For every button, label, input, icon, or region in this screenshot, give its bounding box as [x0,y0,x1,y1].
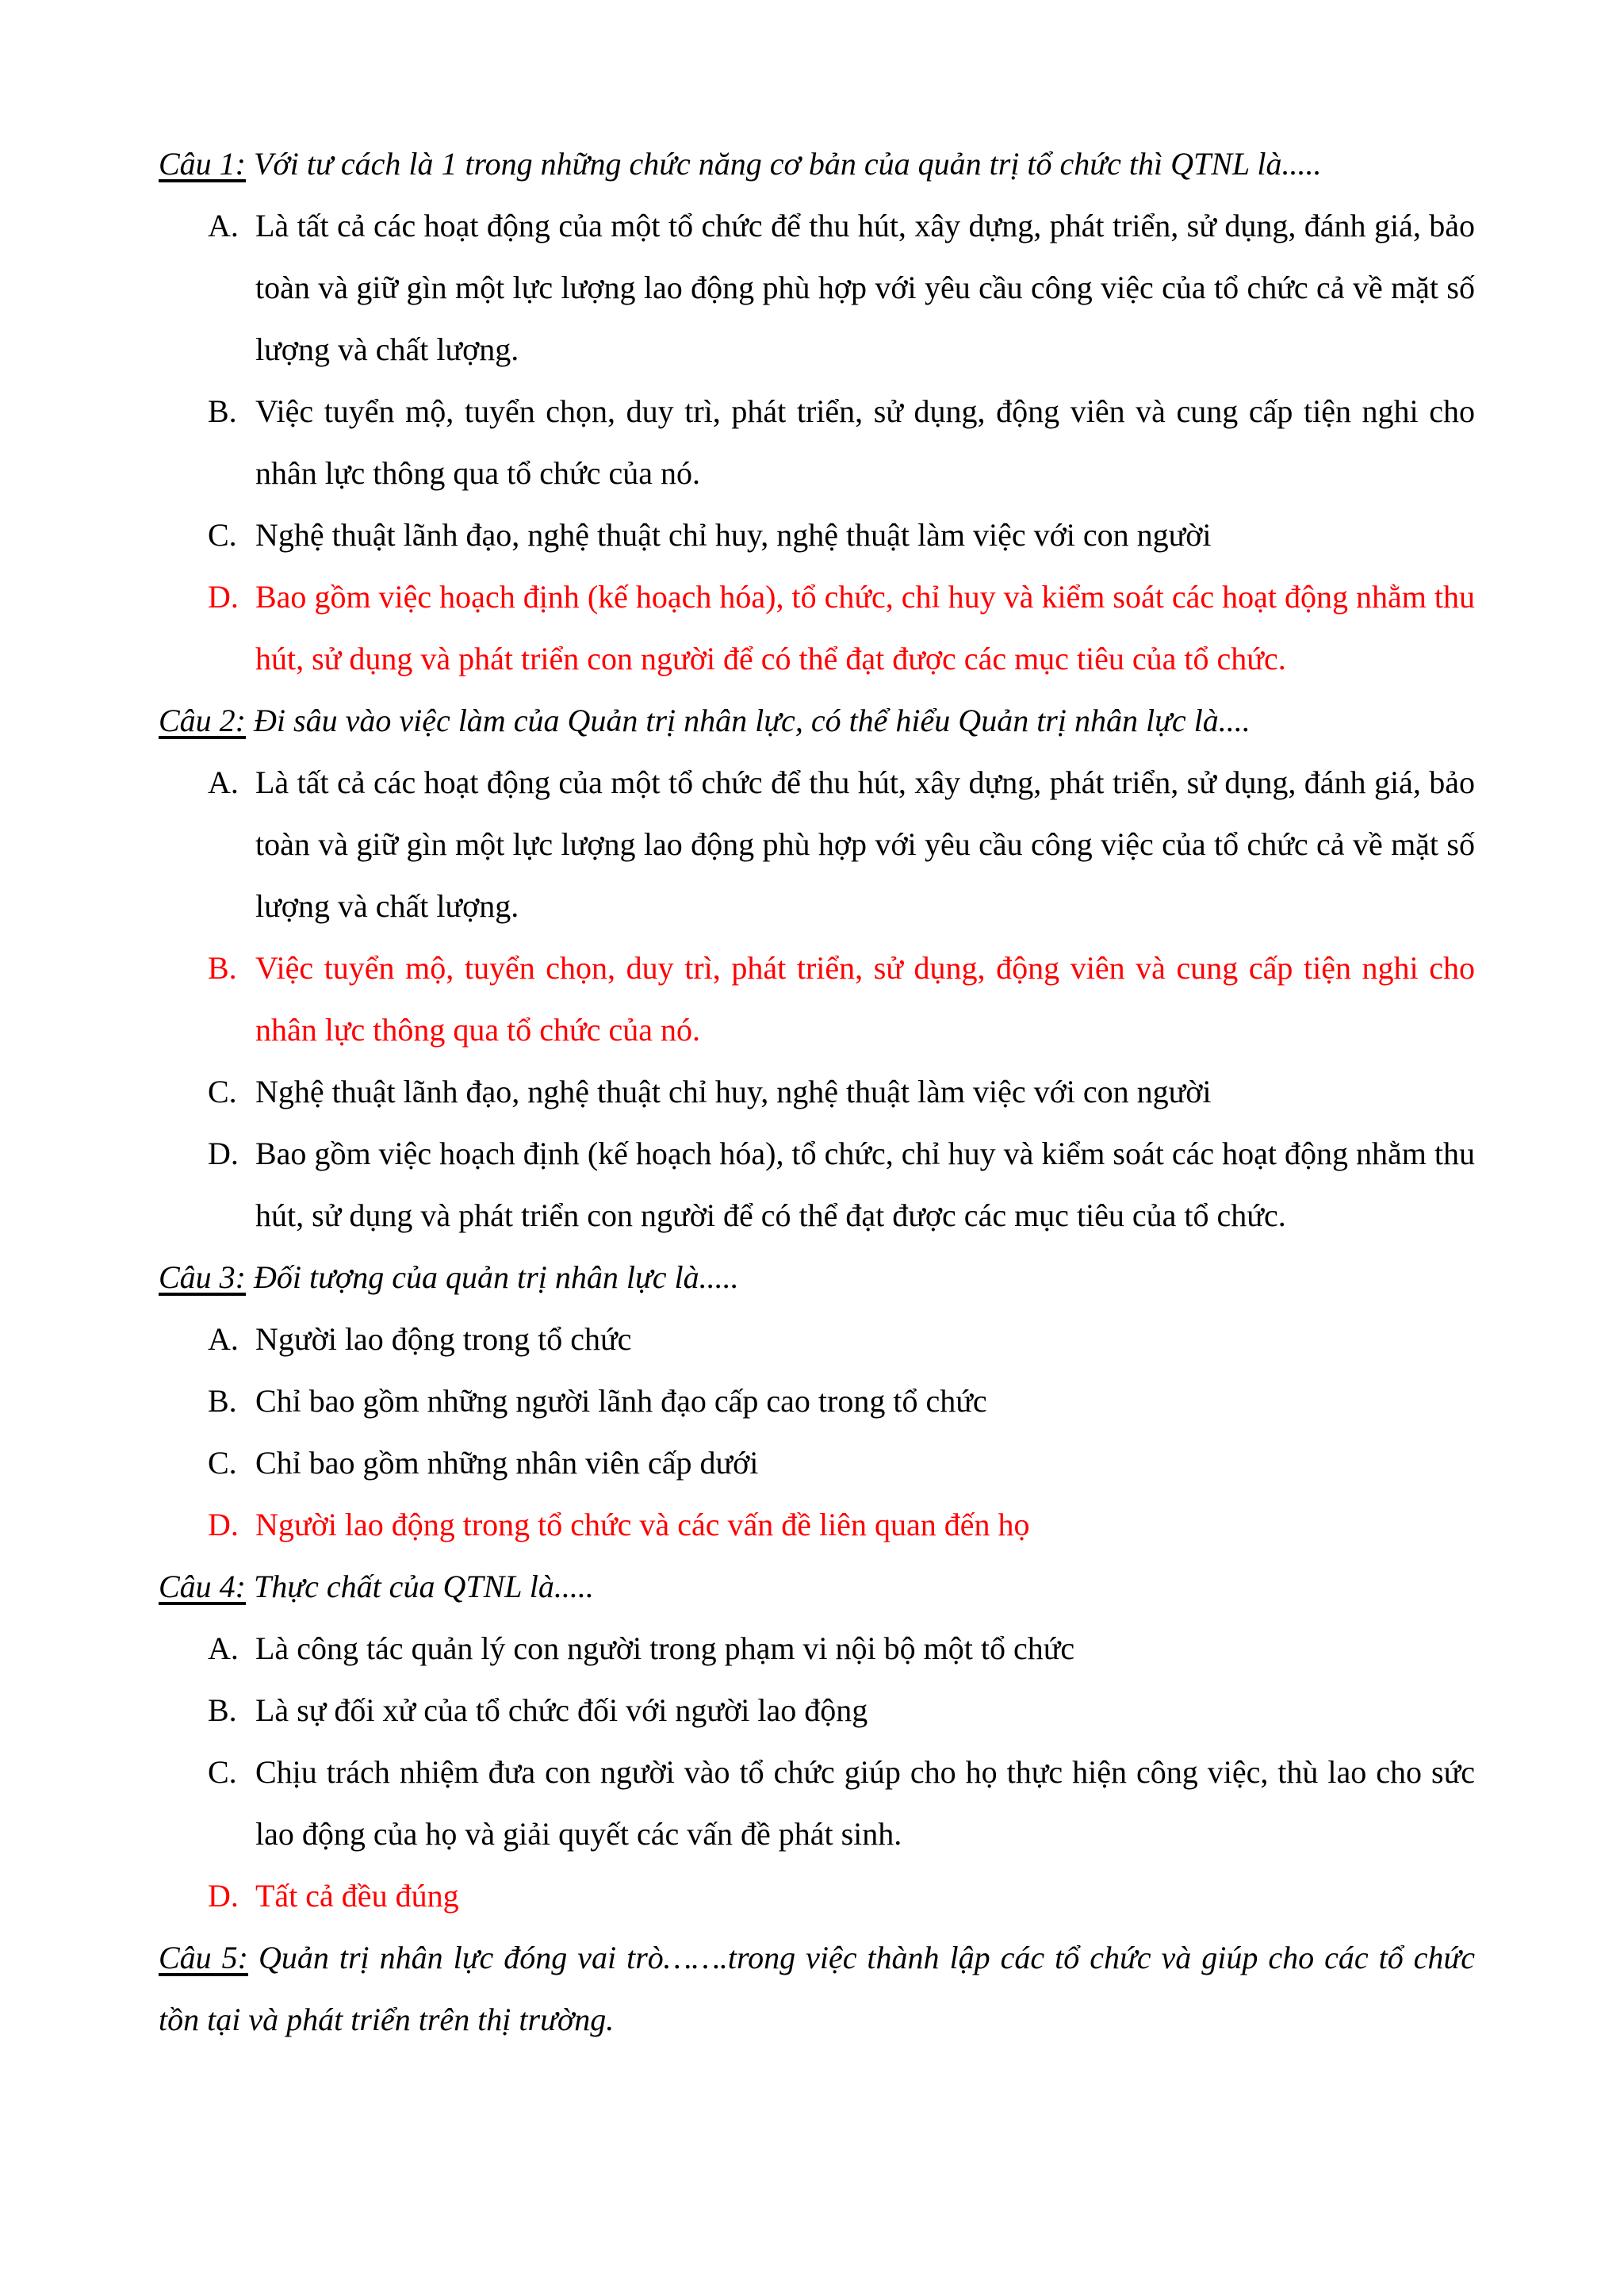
option-letter: A. [208,208,239,243]
option-letter: A. [208,764,239,800]
question-3-option-d-correct [159,1494,1475,1556]
option-letter: D. [208,1136,239,1171]
option-letter: D. [208,579,239,615]
question-1-label: Câu 1: [159,146,246,182]
option-text: Bao gồm việc hoạch định (kế hoạch hóa), tổ chức, chỉ huy và kiểm soát các hoạt động nhằm thu hút, sử dụng và phát triển con người để có thể đạt được các mục tiêu của tổ chức. [255,579,1475,676]
question-5-text: Quản trị nhân lực đóng vai trò…….trong việc thành lập các tổ chức và giúp cho các tổ chức tồn tại và phát triển trên thị trường. [159,1940,1475,2037]
option-letter: A. [208,1321,239,1357]
question-3-option-b [159,1370,1475,1432]
option-text: Bao gồm việc hoạch định (kế hoạch hóa), tổ chức, chỉ huy và kiểm soát các hoạt động nhằm thu hút, sử dụng và phát triển con người để có thể đạt được các mục tiêu của tổ chức. [255,1136,1475,1233]
question-4-options [159,1618,1475,1927]
question-3-option-c [159,1432,1475,1494]
question-2 [159,690,1475,752]
question-2-option-d [159,1123,1475,1247]
question-1-option-b [159,381,1475,504]
question-3 [159,1247,1475,1308]
option-text: Nghệ thuật lãnh đạo, nghệ thuật chỉ huy, nghệ thuật làm việc với con người [255,1074,1212,1109]
option-letter: C. [208,1754,237,1790]
question-1-text: Với tư cách là 1 trong những chức năng cơ bản của quản trị tổ chức thì QTNL là..... [246,146,1322,182]
option-text: Chỉ bao gồm những nhân viên cấp dưới [255,1445,759,1481]
question-3-options [159,1308,1475,1556]
question-1 [159,133,1475,195]
question-4-option-b [159,1680,1475,1741]
document-page [159,133,1475,2051]
question-5-label: Câu 5: [159,1940,248,1975]
option-text: Tất cả đều đúng [255,1878,459,1914]
option-text: Người lao động trong tổ chức [255,1321,632,1357]
option-text: Là sự đối xử của tổ chức đối với người lao động [255,1692,868,1728]
option-text: Là công tác quản lý con người trong phạm vi nội bộ một tổ chức [255,1630,1075,1666]
question-1-option-d-correct [159,566,1475,690]
question-1-option-c [159,504,1475,566]
option-letter: B. [208,1383,237,1419]
question-4 [159,1556,1475,1618]
question-4-label: Câu 4: [159,1569,246,1604]
question-2-option-c [159,1061,1475,1123]
question-2-options [159,752,1475,1247]
option-text: Chỉ bao gồm những người lãnh đạo cấp cao trong tổ chức [255,1383,987,1419]
question-3-option-a [159,1308,1475,1370]
option-text: Người lao động trong tổ chức và các vấn đề liên quan đến họ [255,1507,1030,1542]
question-4-option-d-correct [159,1865,1475,1927]
option-text: Là tất cả các hoạt động của một tổ chức để thu hút, xây dựng, phát triển, sử dụng, đánh giá, bảo toàn và giữ gìn một lực lượng lao động phù hợp với yêu cầu công việc của tổ chức cả về mặt số lượng và chất lượng. [255,764,1475,924]
option-letter: C. [208,1074,237,1109]
option-letter: B. [208,1692,237,1728]
option-text: Chịu trách nhiệm đưa con người vào tổ chức giúp cho họ thực hiện công việc, thù lao cho sức lao động của họ và giải quyết các vấn đề phát sinh. [255,1754,1475,1852]
option-text: Việc tuyển mộ, tuyển chọn, duy trì, phát triển, sử dụng, động viên và cung cấp tiện nghi cho nhân lực thông qua tổ chức của nó. [255,393,1475,491]
question-2-option-b-correct [159,937,1475,1061]
option-text: Việc tuyển mộ, tuyển chọn, duy trì, phát triển, sử dụng, động viên và cung cấp tiện nghi cho nhân lực thông qua tổ chức của nó. [255,950,1475,1048]
option-text: Nghệ thuật lãnh đạo, nghệ thuật chỉ huy, nghệ thuật làm việc với con người [255,517,1212,553]
option-letter: A. [208,1630,239,1666]
question-4-option-c [159,1741,1475,1865]
question-2-text: Đi sâu vào việc làm của Quản trị nhân lực, có thể hiểu Quản trị nhân lực là.... [246,703,1251,738]
option-letter: C. [208,1445,237,1481]
option-letter: C. [208,517,237,553]
option-letter: B. [208,393,237,429]
question-4-option-a [159,1618,1475,1680]
question-3-text: Đối tượng của quản trị nhân lực là..... [246,1259,739,1295]
option-letter: B. [208,950,237,986]
question-1-option-a [159,195,1475,381]
option-text: Là tất cả các hoạt động của một tổ chức để thu hút, xây dựng, phát triển, sử dụng, đánh giá, bảo toàn và giữ gìn một lực lượng lao động phù hợp với yêu cầu công việc của tổ chức cả về mặt số lượng và chất lượng. [255,208,1475,367]
question-2-option-a [159,752,1475,937]
question-1-options [159,195,1475,690]
question-5 [159,1927,1475,2051]
question-4-text: Thực chất của QTNL là..... [246,1569,594,1604]
option-letter: D. [208,1878,239,1914]
question-2-label: Câu 2: [159,703,246,738]
question-3-label: Câu 3: [159,1259,246,1295]
option-letter: D. [208,1507,239,1542]
